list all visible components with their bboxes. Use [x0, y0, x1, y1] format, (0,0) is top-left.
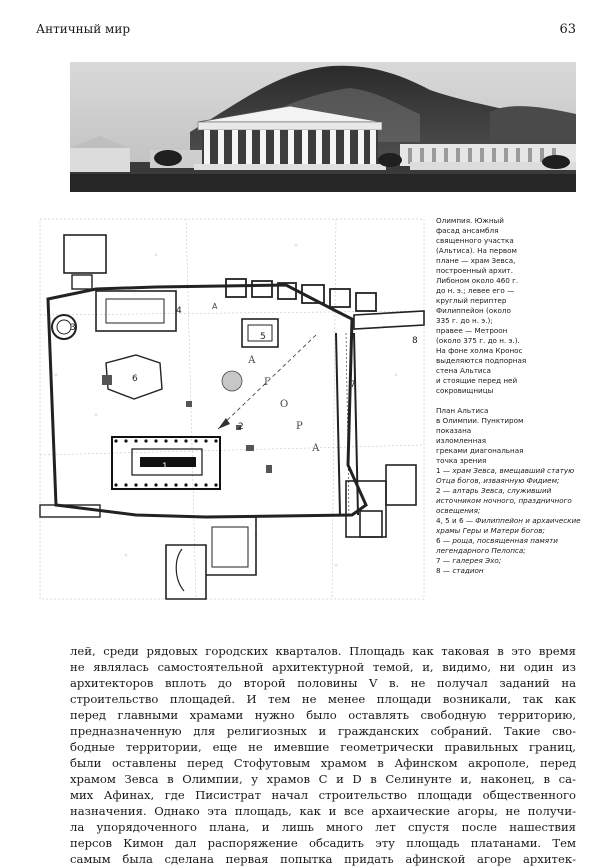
text-line: перед главными храмами нужно было оставлять свободную территорию,: [70, 708, 576, 722]
text-line: ла упорядоченного плана, и лишь много лет спустя после нашествия: [70, 820, 576, 834]
text-line: персов Кимон дал распоряжение обсадить эту площадь платанами. Тем: [70, 836, 576, 850]
plan-label-number: 4: [176, 306, 182, 316]
agora-letter: О: [280, 399, 289, 410]
text-line: назначения. Однако эта площадь, как и все архаические агоры, не получи-: [70, 804, 576, 818]
legend-item: 4, 5 и 6 — Филиппейон и архаические храмы Геры и Матери богов;: [436, 516, 581, 535]
agora-letter: А: [248, 355, 256, 366]
legend-item: 1 — храм Зевса, вмещавший статую Отца богов, изваянную Фидием;: [436, 466, 575, 485]
caption-column: [436, 216, 586, 576]
text-line: предназначенную для религиозных и гражданских собраний. Такие сво-: [70, 724, 576, 738]
text-line: лей, среди рядовых городских кварталов. Площадь как таковая в это время: [70, 644, 576, 658]
text-line: были оставлены перед Стофутовым храмом в Афинском акрополе, перед: [70, 756, 576, 770]
text-line: мих Афинах, где Писистрат начал строительство площади общественного: [70, 788, 576, 802]
facade-illustration: [70, 62, 576, 192]
plan-label-number: 3: [70, 323, 76, 333]
legend-item: 2 — алтарь Зевса, служивший источником ночного, праздничного освещения;: [436, 486, 572, 515]
legend-item: 8 — стадион: [436, 566, 484, 575]
olympia-facade-photo: [70, 62, 576, 192]
page-header: [36, 22, 576, 42]
altis-plan: [36, 215, 428, 610]
agora-letter: А: [312, 443, 320, 454]
agora-letter: Г: [264, 377, 271, 388]
plan-label-number: 2: [238, 422, 244, 432]
agora-letter: Р: [296, 421, 303, 432]
legend-item: 6 — роща, посвященная памяти легендарного Пелопса;: [436, 536, 558, 555]
photo-caption: Олимпия. Южный фасад ансамбля священного участка (Альтиса). На первом плане — храм Зевса, построенный архит. Либоном около 460 г. до н. э.; левее его — круглый периптер Филиппейон (около 335 г. до н. э.); правее — Метроон (около 375 г. до н. э.). На фоне холма Кронос выделяются подпорная стена Альтиса и стоящие перед ней сокровищницы: [436, 216, 527, 395]
text-line: бодные территории, еще не имевшие геометрически правильных границ,: [70, 740, 576, 754]
text-line: храмом Зевса в Олимпии, у храмов C и D в Селинунте и, наконец, в са-: [70, 772, 576, 786]
plan-label-letter: А: [212, 302, 218, 311]
text-line: самым была сделана первая попытка придать афинской агоре архитек-: [70, 852, 576, 866]
section-title: Античный мир: [36, 22, 131, 36]
text-line: строительство площадей. И тем не менее площади возникали, так как: [70, 692, 576, 706]
page-number: 63: [559, 22, 576, 37]
plan-label-number: 6: [132, 374, 138, 384]
plan-label-number: 1: [162, 462, 168, 472]
body-text: [70, 643, 576, 867]
plan-legend: [436, 466, 586, 576]
plan-label-number: 7: [350, 380, 356, 390]
text-line: архитекторов вплоть до второй половины V в. не получал заданий на: [70, 676, 576, 690]
text-line: не являлась самостоятельной архитектурной темой, и, видимо, ни один из: [70, 660, 576, 674]
plan-drawing: [36, 215, 428, 610]
legend-item: 7 — галерея Эхо;: [436, 556, 502, 565]
plan-label-number: 5: [260, 332, 266, 342]
plan-label-number: 8: [412, 336, 418, 346]
plan-caption: План Альтиса в Олимпии. Пунктиром показана изломленная греками диагональная точка зрения: [436, 406, 524, 465]
